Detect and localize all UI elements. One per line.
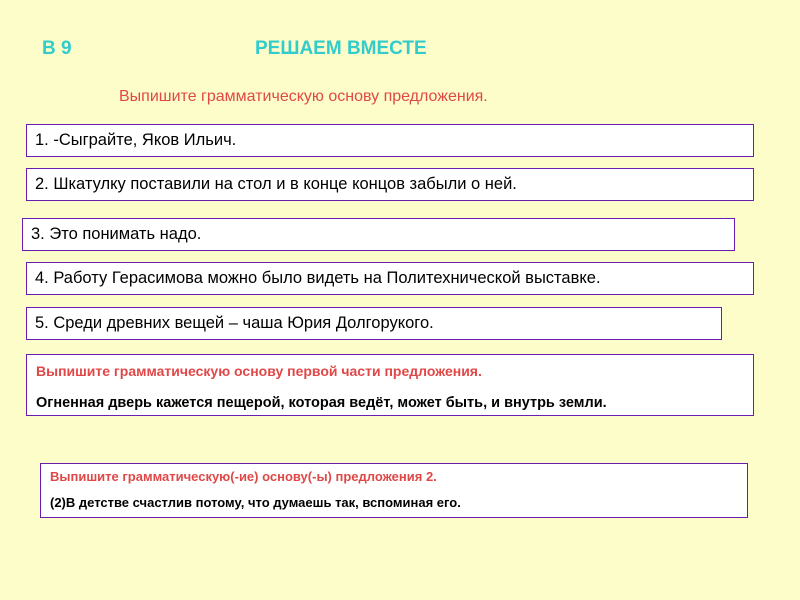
task-instruction: Выпишите грамматическую(-ие) основу(-ы) предложения 2. bbox=[50, 469, 437, 484]
task-label: В 9 bbox=[42, 38, 72, 59]
task-box-sentence-2 bbox=[40, 463, 748, 518]
task-instruction: Выпишите грамматическую основу первой части предложения. bbox=[36, 363, 482, 379]
main-instruction: Выпишите грамматическую основу предложения. bbox=[119, 88, 488, 105]
sentence-box-3: 3. Это понимать надо. bbox=[22, 218, 735, 251]
sentence-box-4: 4. Работу Герасимова можно было видеть на Политехнической выставке. bbox=[26, 262, 754, 295]
task-box-first-part bbox=[26, 354, 754, 416]
slide-title: РЕШАЕМ ВМЕСТЕ bbox=[255, 38, 427, 59]
sentence-box-1: 1. -Сыграйте, Яков Ильич. bbox=[26, 124, 754, 157]
task-sentence: (2)В детстве счастлив потому, что думаешь так, вспоминая его. bbox=[50, 495, 461, 510]
sentence-box-2: 2. Шкатулку поставили на стол и в конце концов забыли о ней. bbox=[26, 168, 754, 201]
task-sentence: Огненная дверь кажется пещерой, которая ведёт, может быть, и внутрь земли. bbox=[36, 395, 607, 411]
sentence-box-5: 5. Среди древних вещей – чаша Юрия Долгорукого. bbox=[26, 307, 722, 340]
